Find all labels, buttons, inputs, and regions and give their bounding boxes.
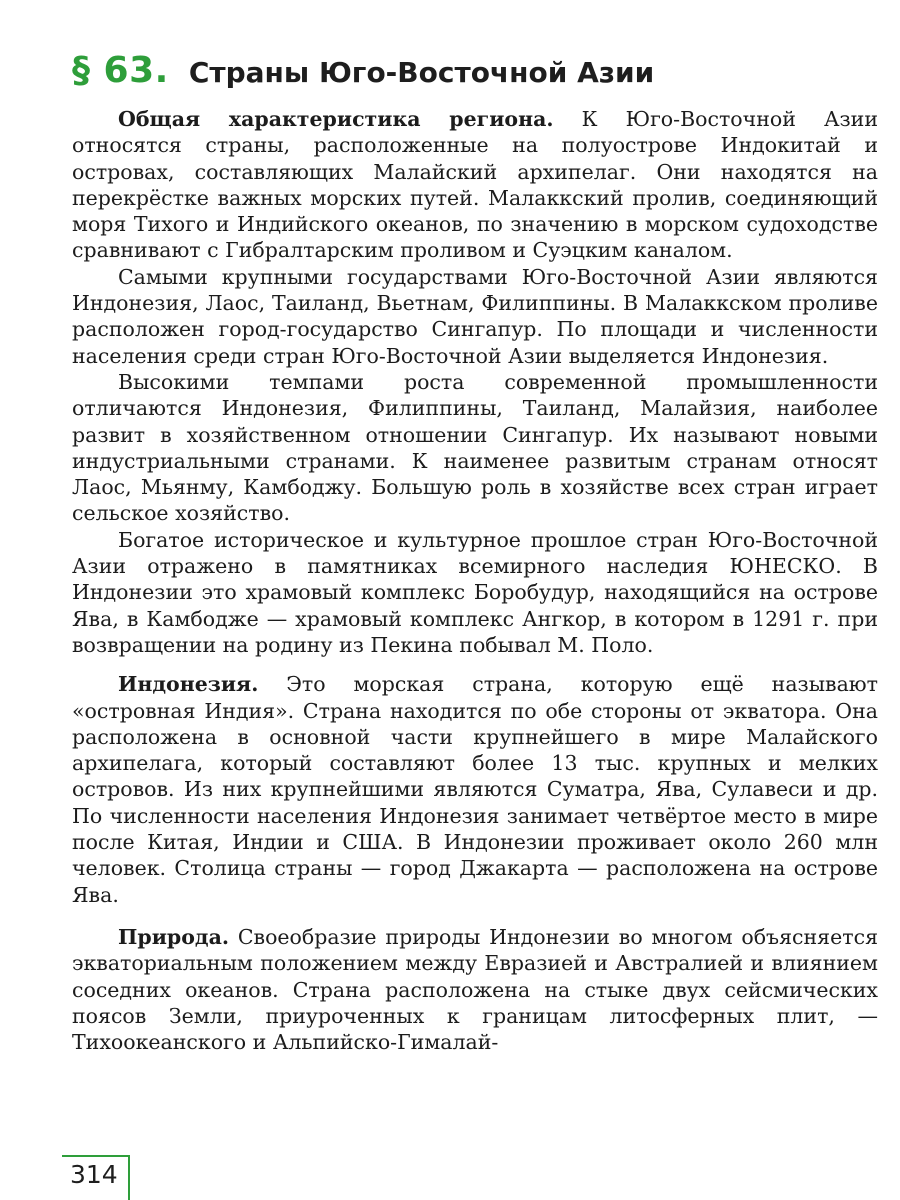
paragraph-text: Самыми крупными государствами Юго-Восточной Азии являются Индонезия, Лаос, Таиланд, Вьетнам, Филиппины. В Малаккском проливе расположен город-государство Сингапур. По площади и численности населения среди стран Юго-Восточной Азии выделяется Индонезия. [72,264,878,368]
paragraph-overview [72,106,878,264]
paragraph-indonesia [72,671,878,908]
paragraph-largest-states [72,264,878,369]
paragraph-text: Богатое историческое и культурное прошлое стран Юго-Восточной Азии отражено в памятниках всемирного наследия ЮНЕСКО. В Индонезии это храмовый комплекс Боробудур, находящийся на острове Ява, в Камбодже — храмовый комплекс Ангкор, в котором в 1291 г. при возвращении на родину из Пекина побывал М. Поло. [72,527,878,657]
paragraph-lead: Индонезия. [118,672,259,697]
section-title: Страны Юго-Восточной Азии [188,56,655,89]
paragraph-heritage [72,527,878,658]
paragraph-text: Своеобразие природы Индонезии во многом объясняется экваториальным положением между Евразией и Австралией и влиянием соседних океанов. Страна расположена на стыке двух сейсмических поясов Земли, приуроченных к границам литосферных плит, — Тихоокеанского и Альпийско-Гималай- [72,924,878,1055]
body-text [72,106,878,1055]
paragraph-text: К Юго-Восточной Азии относятся страны, расположенные на полуострове Индокитай и островах, составляющих Малайский архипелаг. Они находятся на перекрёстке важных морских путей. Малаккский пролив, соединяющий моря Тихого и Индийского океанов, по значению в морском судоходстве сравнивают с Гибралтарским проливом и Суэцким каналом. [72,107,879,263]
paragraph-lead: Природа. [118,924,229,949]
paragraph-industry [72,369,878,527]
paragraph-nature [72,924,878,1055]
paragraph-text: Это морская страна, которую ещё называют «островная Индия». Страна находится по обе стороны от экватора. Она расположена в основной части крупнейшего в мире Малайского архипелага, который составляют более 13 тыс. крупных и мелких островов. Из них крупнейшими являются Суматра, Ява, Сулавеси и др. По численности населения Индонезия занимает четвёртое место в мире после Китая, Индии и США. В Индонезии проживает около 260 млн человек. Столица страны — город Джакарта — расположена на острове Ява. [72,672,878,907]
page-number: 314 [70,1160,118,1189]
paragraph-text: Высокими темпами роста современной промышленности отличаются Индонезия, Филиппины, Таиланд, Малайзия, наиболее развит в хозяйственном отношении Сингапур. Их называют новыми индустриальными странами. К наименее развитым странам относят Лаос, Мьянму, Камбоджу. Большую роль в хозяйстве всех стран играет сельское хозяйство. [72,369,878,526]
paragraph-lead: Общая характеристика региона. [118,107,554,131]
section-number: § 63. [72,50,169,91]
section-header [72,50,654,91]
